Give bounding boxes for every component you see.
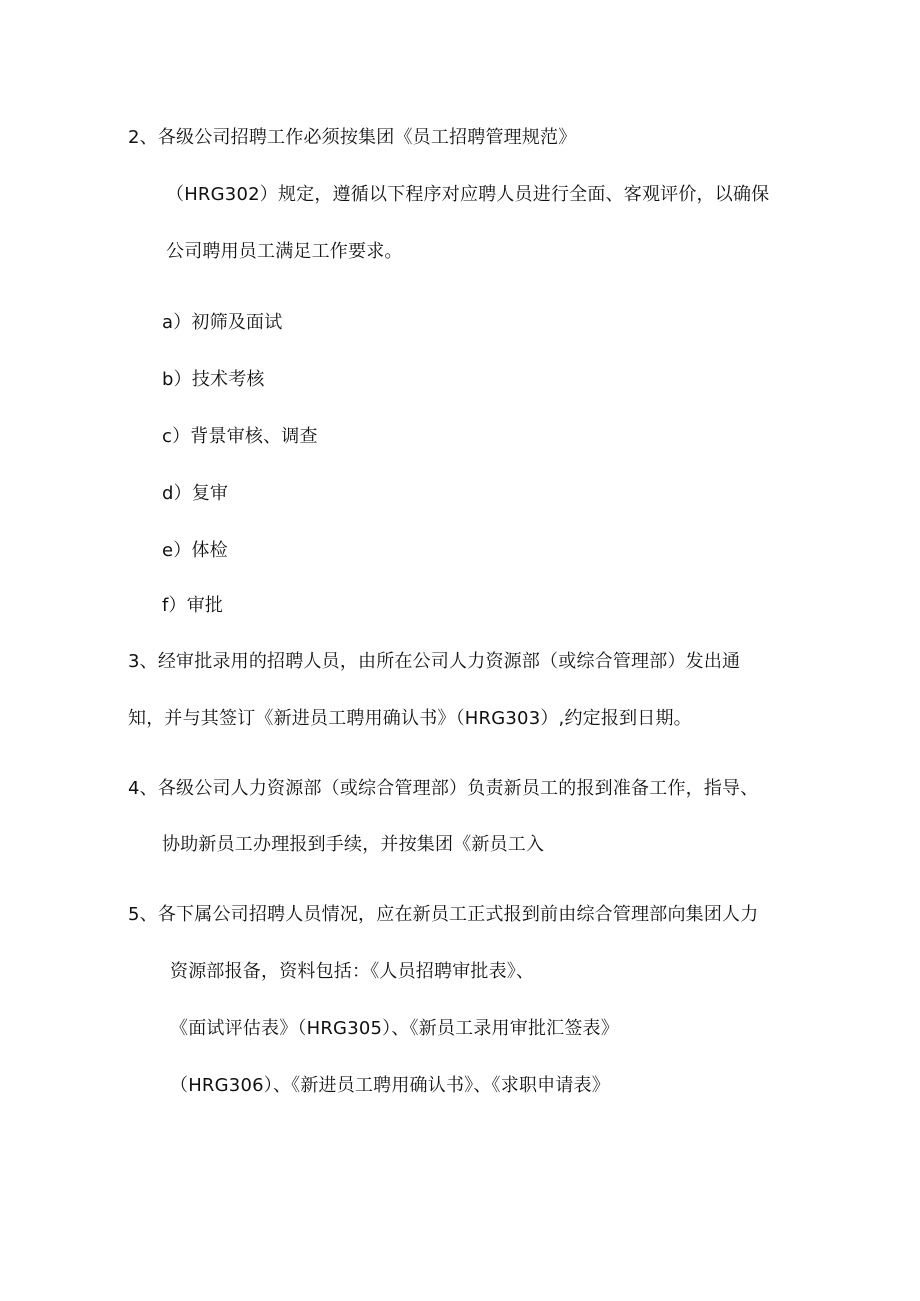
clause-5-line-1: 5、各下属公司招聘人员情况，应在新员工正式报到前由综合管理部向集团人力 xyxy=(128,904,759,925)
list-item-d: d）复审 xyxy=(162,483,229,504)
clause-5-line-4: （HRG306）、《新进员工聘用确认书》、《求职申请表》 xyxy=(170,1075,610,1096)
clause-3-line-1: 3、经审批录用的招聘人员，由所在公司人力资源部（或综合管理部）发出通 xyxy=(128,651,741,672)
list-item-f: f）审批 xyxy=(162,595,224,616)
clause-5-line-2: 资源部报备，资料包括：《人员招聘审批表》、 xyxy=(170,961,535,982)
clause-5-line-3: 《面试评估表》（HRG305）、《新员工录用审批汇签表》 xyxy=(170,1018,619,1039)
clause-2-line-2: （HRG302）规定，遵循以下程序对应聘人员进行全面、客观评价，以确保 xyxy=(166,184,770,205)
clause-3-line-2: 知，并与其签订《新进员工聘用确认书》（HRG303）,约定报到日期。 xyxy=(128,708,692,729)
clause-2-line-3: 公司聘用员工满足工作要求。 xyxy=(166,241,403,262)
clause-4-line-2: 协助新员工办理报到手续，并按集团《新员工入 xyxy=(162,834,545,855)
list-item-e: e）体检 xyxy=(162,540,228,561)
list-item-a: a）初筛及面试 xyxy=(162,312,283,333)
list-item-b: b）技术考核 xyxy=(162,369,265,390)
clause-4-line-1: 4、各级公司人力资源部（或综合管理部）负责新员工的报到准备工作，指导、 xyxy=(128,778,759,799)
clause-2-line-1: 2、各级公司招聘工作必须按集团《员工招聘管理规范》 xyxy=(128,127,577,148)
list-item-c: c）背景审核、调查 xyxy=(162,426,318,447)
